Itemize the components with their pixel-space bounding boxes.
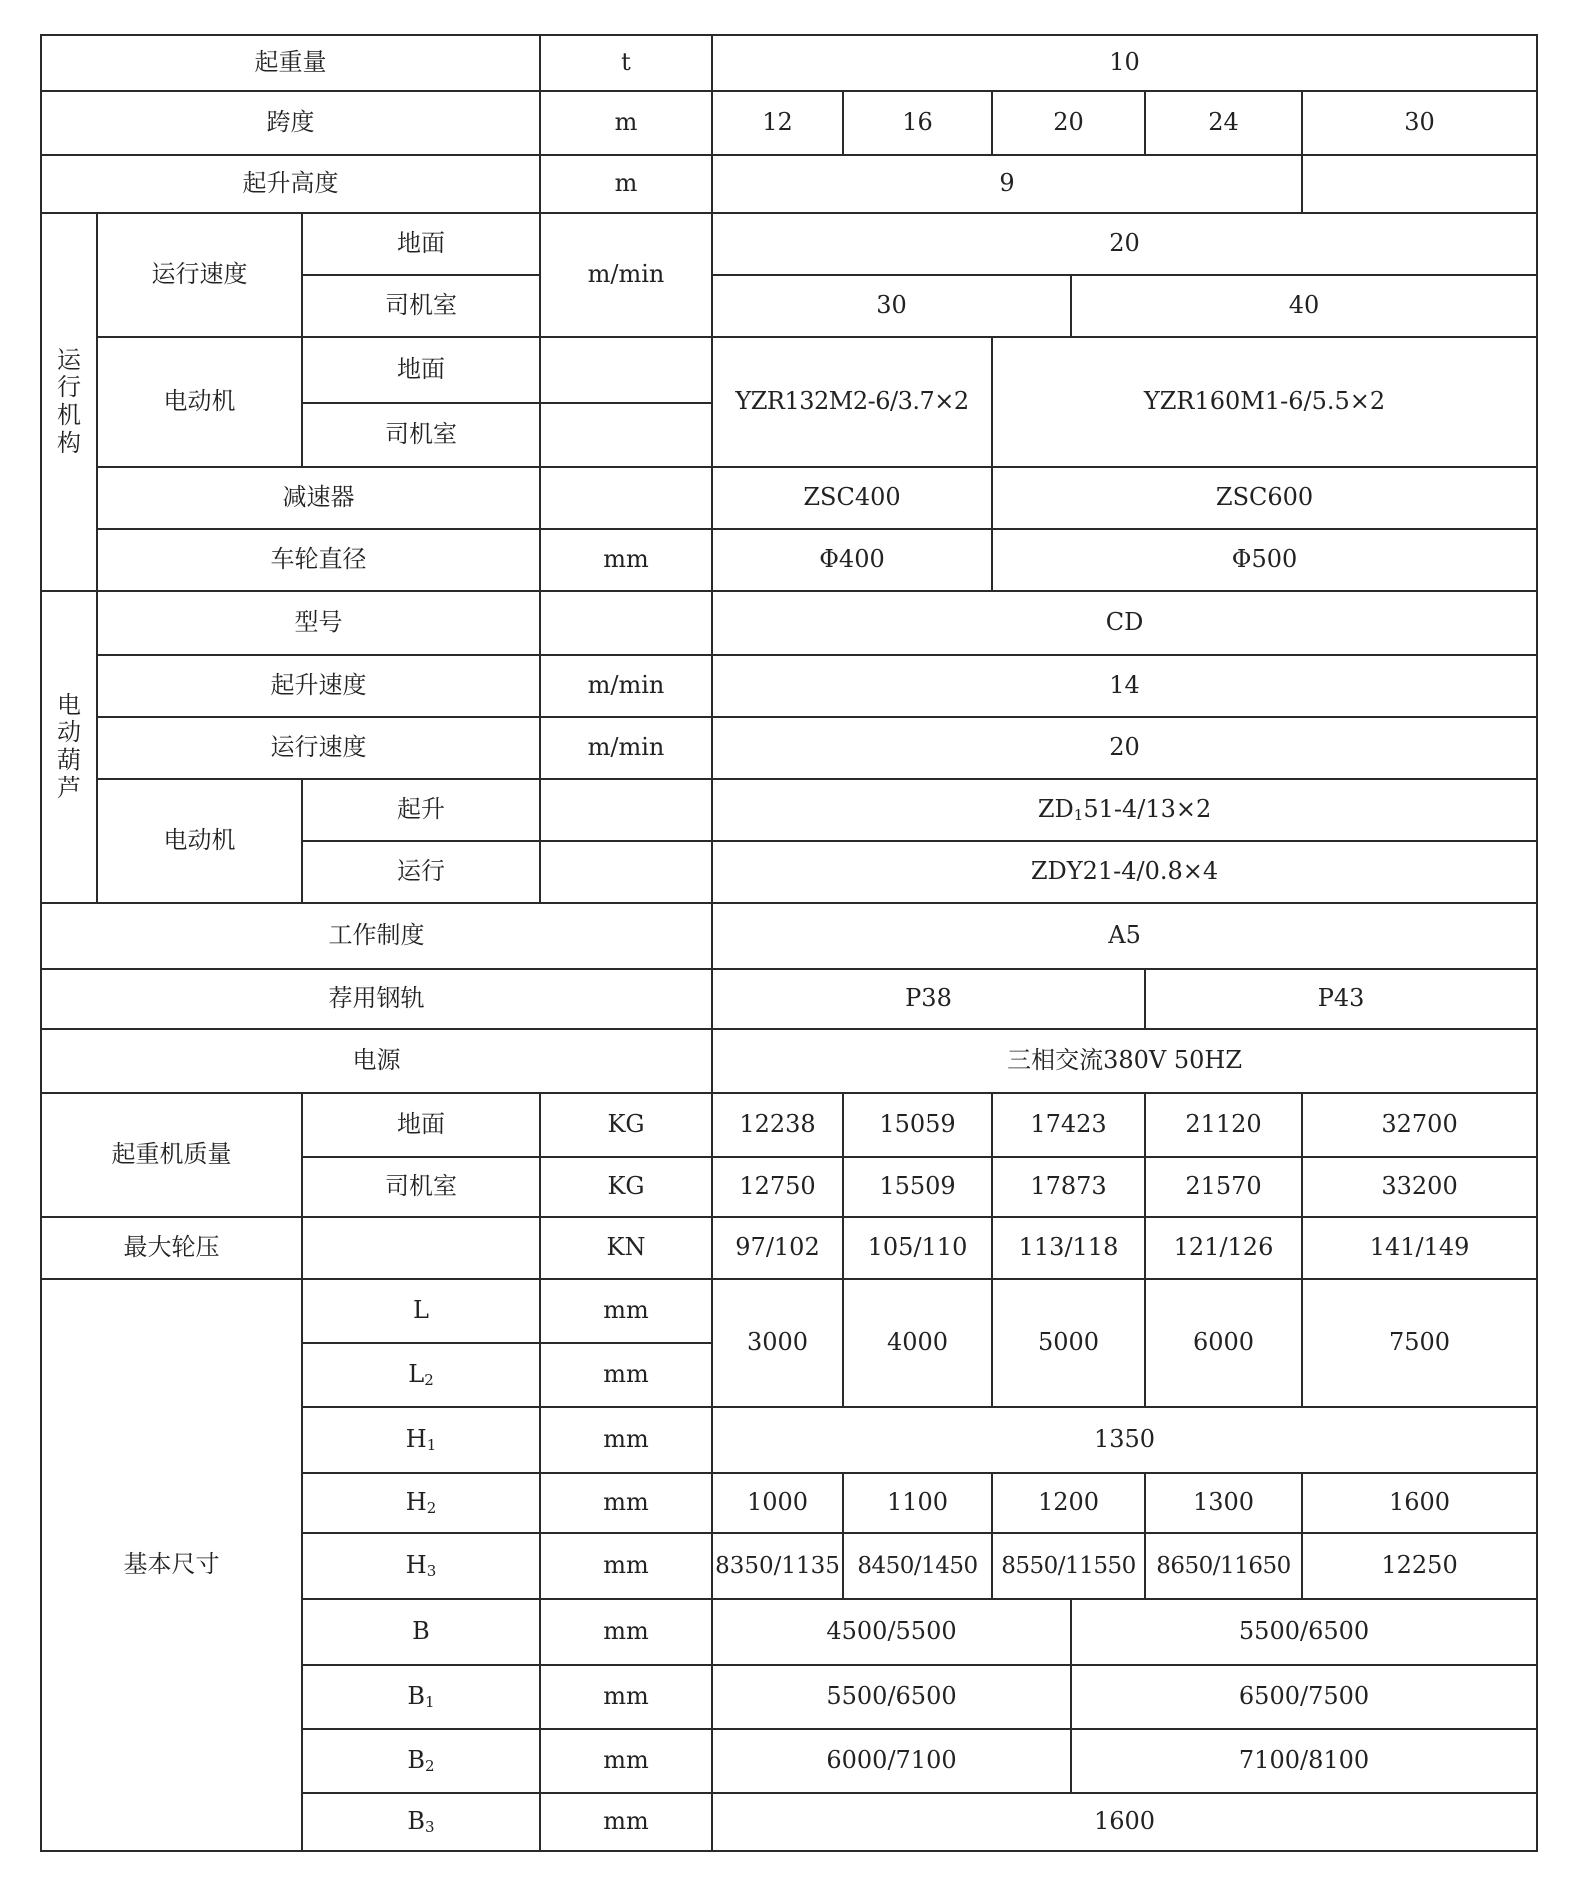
mass-cab-value: 15509 [843, 1157, 992, 1217]
mass-ground-value: 15059 [843, 1093, 992, 1157]
span-value: 16 [843, 91, 992, 155]
reducer-value: ZSC400 [712, 467, 992, 529]
dim-B3-unit: mm [540, 1793, 712, 1851]
hoist-motor-travel-value: ZDY21-4/0.8×4 [712, 841, 1537, 903]
dim-B-value: 5500/6500 [1071, 1599, 1537, 1665]
span-unit: m [540, 91, 712, 155]
dim-B2-value: 7100/8100 [1071, 1729, 1537, 1793]
wheel-diameter-label: 车轮直径 [97, 529, 540, 591]
travel-motor-ground-unit [540, 337, 712, 403]
max-wheel-label: 最大轮压 [41, 1217, 302, 1279]
travel-motor-ground-label: 地面 [302, 337, 540, 403]
dim-B3-label: $B_3$ [302, 1793, 540, 1851]
max-wheel-unit: KN [540, 1217, 712, 1279]
hoist-travel-speed-value: 20 [712, 717, 1537, 779]
dim-H2-value: 1200 [992, 1473, 1145, 1533]
span-label: 跨度 [41, 91, 540, 155]
mass-cab-value: 12750 [712, 1157, 843, 1217]
hoist-lift-speed-value: 14 [712, 655, 1537, 717]
hoist-lift-speed-unit: m/min [540, 655, 712, 717]
dim-L-value: 6000 [1145, 1279, 1302, 1407]
span-value: 30 [1302, 91, 1537, 155]
max-wheel-value: 113/118 [992, 1217, 1145, 1279]
dim-L-label: L [302, 1279, 540, 1343]
travel-speed-label: 运行速度 [97, 213, 302, 337]
dim-L-unit: mm [540, 1279, 712, 1343]
travel-speed-cab-value: 30 [712, 275, 1071, 337]
travel-speed-ground-label: 地面 [302, 213, 540, 275]
dim-B-label: B [302, 1599, 540, 1665]
dim-L-value: 5000 [992, 1279, 1145, 1407]
dim-L-value: 4000 [843, 1279, 992, 1407]
hoist-motor-travel-label: 运行 [302, 841, 540, 903]
travel-motor-label: 电动机 [97, 337, 302, 467]
row-hoist-motor-lift [41, 779, 1537, 841]
dim-B2-value: 6000/7100 [712, 1729, 1071, 1793]
wheel-diameter-value: Φ400 [712, 529, 992, 591]
dim-H2-value: 1600 [1302, 1473, 1537, 1533]
row-hoist-travel-speed [41, 717, 1537, 779]
row-duty [41, 903, 1537, 969]
hoist-lift-speed-label: 起升速度 [97, 655, 540, 717]
dim-H2-value: 1100 [843, 1473, 992, 1533]
lift-height-value: 9 [712, 155, 1302, 213]
max-wheel-value: 141/149 [1302, 1217, 1537, 1279]
mass-label: 起重机质量 [41, 1093, 302, 1217]
row-wheel-diameter [41, 529, 1537, 591]
travel-motor-value: YZR132M2-6/3.7×2 [712, 337, 992, 467]
row-dim-L [41, 1279, 1537, 1343]
mass-ground-label: 地面 [302, 1093, 540, 1157]
dim-H2-unit: mm [540, 1473, 712, 1533]
dim-H1-label: $H_1$ [302, 1407, 540, 1473]
mass-ground-unit: KG [540, 1093, 712, 1157]
reducer-unit [540, 467, 712, 529]
row-hoist-lift-speed [41, 655, 1537, 717]
dim-B-unit: mm [540, 1599, 712, 1665]
hoist-model-value: CD [712, 591, 1537, 655]
power-label: 电源 [41, 1029, 712, 1093]
hoist-model-unit [540, 591, 712, 655]
dim-H3-value: 8550/11550 [992, 1533, 1145, 1599]
lift-height-unit: m [540, 155, 712, 213]
dim-H2-value: 1000 [712, 1473, 843, 1533]
mass-ground-value: 17423 [992, 1093, 1145, 1157]
mass-cab-unit: KG [540, 1157, 712, 1217]
dim-B1-value: 5500/6500 [712, 1665, 1071, 1729]
dim-L2-label: $L_2$ [302, 1343, 540, 1407]
travel-motor-value: YZR160M1-6/5.5×2 [992, 337, 1537, 467]
wheel-diameter-value: Φ500 [992, 529, 1537, 591]
dim-B1-value: 6500/7500 [1071, 1665, 1537, 1729]
row-travel-motor-ground [41, 337, 1537, 403]
crane-spec-table [40, 34, 1538, 1852]
hoist-travel-speed-label: 运行速度 [97, 717, 540, 779]
dim-L-value: 7500 [1302, 1279, 1537, 1407]
row-rail [41, 969, 1537, 1029]
span-value: 12 [712, 91, 843, 155]
hoist-motor-lift-value: $ZD_151-4/13\times 2$ [712, 779, 1537, 841]
dim-H3-label: $H_3$ [302, 1533, 540, 1599]
hoist-motor-lift-unit [540, 779, 712, 841]
dim-B1-unit: mm [540, 1665, 712, 1729]
reducer-label: 减速器 [97, 467, 540, 529]
dim-H3-value: 12250 [1302, 1533, 1537, 1599]
dim-H3-value: 8350/1135 [712, 1533, 843, 1599]
rail-label: 荐用钢轨 [41, 969, 712, 1029]
max-wheel-value: 97/102 [712, 1217, 843, 1279]
wheel-diameter-unit: mm [540, 529, 712, 591]
dim-L-value: 3000 [712, 1279, 843, 1407]
max-wheel-blank [302, 1217, 540, 1279]
dim-L2-unit: mm [540, 1343, 712, 1407]
rail-value: P43 [1145, 969, 1537, 1029]
row-span [41, 91, 1537, 155]
spec-sheet [40, 34, 1538, 1852]
dim-B3-value: 1600 [712, 1793, 1537, 1851]
travel-speed-unit: m/min [540, 213, 712, 337]
mass-cab-value: 17873 [992, 1157, 1145, 1217]
dim-H3-value: 8650/11650 [1145, 1533, 1302, 1599]
dims-label: 基本尺寸 [41, 1279, 302, 1851]
row-lift-height [41, 155, 1537, 213]
travel-speed-cab-label: 司机室 [302, 275, 540, 337]
travel-mechanism-group-label: 运 行 机 构 [41, 213, 97, 591]
row-hoist-model [41, 591, 1537, 655]
dim-B2-label: $B_2$ [302, 1729, 540, 1793]
span-value: 20 [992, 91, 1145, 155]
mass-ground-value: 21120 [1145, 1093, 1302, 1157]
travel-motor-cab-unit [540, 403, 712, 467]
mass-cab-value: 33200 [1302, 1157, 1537, 1217]
hoist-model-label: 型号 [97, 591, 540, 655]
power-value: 三相交流380V 50HZ [712, 1029, 1537, 1093]
row-capacity [41, 35, 1537, 91]
row-travel-speed-ground [41, 213, 1537, 275]
travel-speed-ground-value: 20 [712, 213, 1537, 275]
dim-H3-unit: mm [540, 1533, 712, 1599]
dim-H2-value: 1300 [1145, 1473, 1302, 1533]
lift-height-last [1302, 155, 1537, 213]
row-max-wheel-pressure [41, 1217, 1537, 1279]
dim-B-value: 4500/5500 [712, 1599, 1071, 1665]
hoist-travel-speed-unit: m/min [540, 717, 712, 779]
span-value: 24 [1145, 91, 1302, 155]
max-wheel-value: 121/126 [1145, 1217, 1302, 1279]
hoist-motor-travel-unit [540, 841, 712, 903]
rail-value: P38 [712, 969, 1145, 1029]
duty-value: A5 [712, 903, 1537, 969]
reducer-value: ZSC600 [992, 467, 1537, 529]
capacity-label: 起重量 [41, 35, 540, 91]
hoist-motor-lift-label: 起升 [302, 779, 540, 841]
travel-motor-cab-label: 司机室 [302, 403, 540, 467]
row-mass-ground [41, 1093, 1537, 1157]
duty-label: 工作制度 [41, 903, 712, 969]
mass-cab-value: 21570 [1145, 1157, 1302, 1217]
dim-H1-value: 1350 [712, 1407, 1537, 1473]
mass-ground-value: 12238 [712, 1093, 843, 1157]
travel-speed-cab-value: 40 [1071, 275, 1537, 337]
dim-B2-unit: mm [540, 1729, 712, 1793]
hoist-motor-label: 电动机 [97, 779, 302, 903]
capacity-value: 10 [712, 35, 1537, 91]
capacity-unit: t [540, 35, 712, 91]
dim-B1-label: $B_1$ [302, 1665, 540, 1729]
mass-ground-value: 32700 [1302, 1093, 1537, 1157]
hoist-group-label: 电 动 葫 芦 [41, 591, 97, 903]
dim-H1-unit: mm [540, 1407, 712, 1473]
dim-H2-label: $H_2$ [302, 1473, 540, 1533]
row-power [41, 1029, 1537, 1093]
lift-height-label: 起升高度 [41, 155, 540, 213]
row-reducer [41, 467, 1537, 529]
dim-H3-value: 8450/1450 [843, 1533, 992, 1599]
max-wheel-value: 105/110 [843, 1217, 992, 1279]
mass-cab-label: 司机室 [302, 1157, 540, 1217]
